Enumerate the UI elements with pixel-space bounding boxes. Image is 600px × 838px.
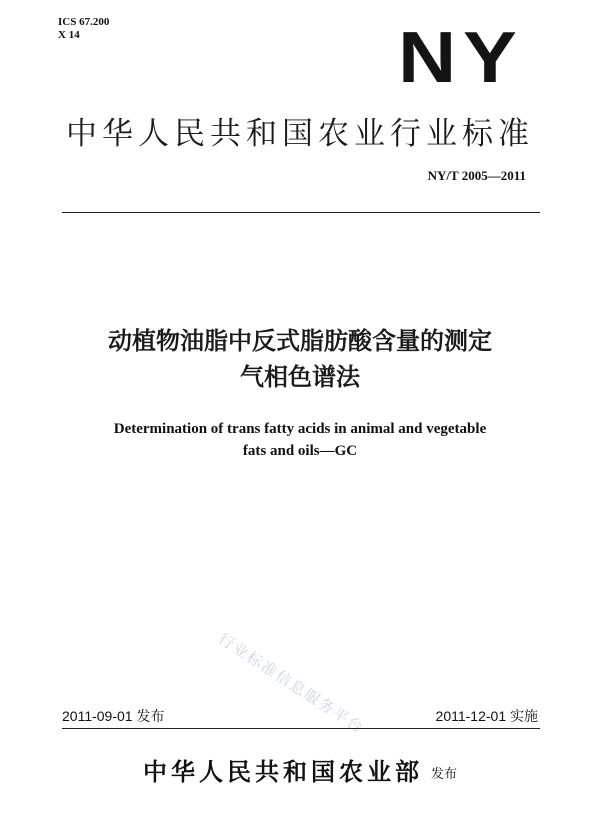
chinese-title-line-2: 气相色谱法 [240, 363, 360, 391]
english-title [0, 418, 600, 462]
ny-logo: NY [398, 18, 524, 98]
standard-category-title: 中华人民共和国农业行业标准 [66, 116, 534, 152]
english-title-line-2: fats and oils—GC [242, 443, 358, 459]
classification-codes [58, 16, 109, 42]
issuer-name: 中华人民共和国农业部 [142, 758, 423, 786]
implementation-date: 2011-12-01 实施 [435, 708, 538, 724]
chinese-title-line-1: 动植物油脂中反式脂肪酸含量的测定 [108, 327, 492, 355]
english-title-line-1: Determination of trans fatty acids in animal and vegetable [113, 421, 487, 437]
ics-code: ICS 67.200 [58, 16, 110, 28]
chinese-title [0, 323, 600, 395]
standard-number: NY/T 2005—2011 [427, 168, 526, 183]
issuer-suffix: 发布 [430, 767, 457, 782]
top-divider [62, 212, 540, 213]
watermark: 行业标准信息服务平台 [215, 629, 368, 738]
issue-date: 2011-09-01 发布 [62, 708, 165, 724]
issuer [0, 752, 600, 787]
bottom-divider [62, 728, 540, 729]
class-code: X 14 [58, 29, 80, 41]
